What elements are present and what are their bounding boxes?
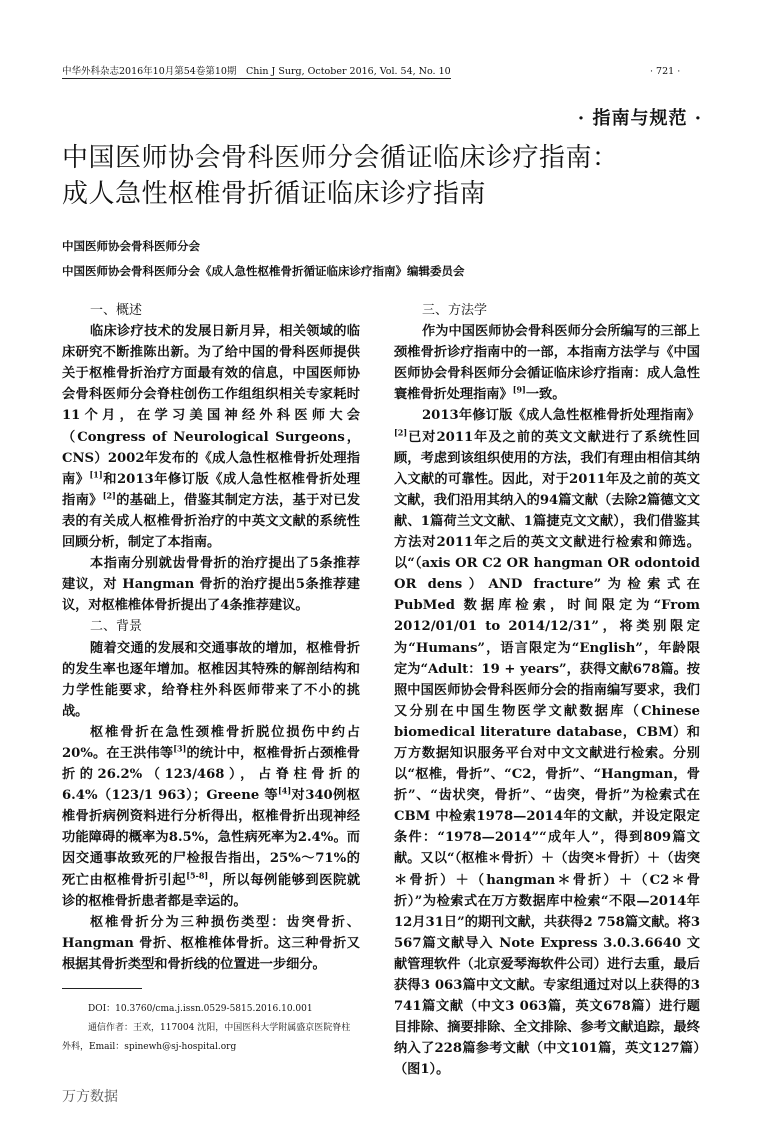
citation: [2] (102, 490, 116, 501)
footnote-rule (62, 988, 142, 989)
text-run: 的基础上，借鉴其制定方法，基于对已发表的有关成人枢椎骨折治疗的中英文文献的系统性回顾分析，制定了本指南。 (62, 492, 361, 551)
citation: [3] (173, 743, 187, 754)
paragraph (62, 321, 360, 553)
article-title (62, 140, 619, 212)
paragraph (62, 553, 360, 616)
citation: [9] (512, 384, 526, 395)
paragraph (62, 912, 360, 975)
text-run: 和2013年修订版《成人急性枢椎骨折处理指南》 (62, 471, 361, 508)
running-header: 中华外科杂志2016年10月第54卷第10期 Chin J Surg, October 2016, Vol. 54, No. 10 (62, 66, 451, 77)
footnote (62, 1000, 362, 1057)
title-line-1: 中国医师协会骨科医师分会循证临床诊疗指南： (62, 143, 619, 173)
citation: [5-8] (186, 870, 209, 881)
text-run: 本指南分别就齿骨骨折的治疗提出了5条推荐建议，对 Hangman 骨折的治疗提出5条推荐建议，对枢椎椎体骨折提出了4条推荐建议。 (62, 556, 360, 614)
authors (62, 234, 465, 284)
text-run: 作为中国医师协会骨科医师分会所编写的三部上颈椎骨折诊疗指南中的一部，本指南方法学与《中国医师协会骨科医师分会循证临床诊疗指南：成人急性寰椎骨折处理指南》 (394, 324, 700, 403)
text-run: 随着交通的发展和交通事故的增加，枢椎骨折的发生率也逐年增加。枢椎因其特殊的解剖结构和力学性能要求，给脊柱外科医师带来了不小的挑战。 (62, 640, 360, 719)
doi: DOI：10.3760/cma.j.issn.0529-5815.2016.10.001 (88, 1004, 313, 1014)
right-column (394, 300, 700, 1080)
author-line-2: 中国医师协会骨科医师分会《成人急性枢椎骨折循证临床诊疗指南》编辑委员会 (62, 264, 465, 278)
text-run: 枢椎骨折在急性颈椎骨折脱位损伤中约占20%。在王洪伟等 (62, 724, 360, 761)
correspondence: 通信作者：王欢，117004 沈阳，中国医科大学附属盛京医院脊柱 (88, 1023, 351, 1033)
left-column (62, 300, 360, 975)
citation: [4] (277, 785, 292, 796)
text-run: ，所以每例能够到医院就诊的枢椎骨折患者都是幸运的。 (62, 872, 361, 909)
text-run: 的统计中，枢椎骨折占颈椎骨折的26.2%（123/468），占脊柱骨折的6.4%（123/1 963）；Greene 等 (62, 745, 360, 804)
text-run: 2013年修订版《成人急性枢椎骨折处理指南》 (422, 408, 700, 424)
paragraph (62, 722, 360, 912)
text-run: 临床诊疗技术的发展日新月异，相关领域的临床研究不断推陈出新。为了给中国的骨科医师提供关于枢椎骨折治疗方面最有效的信息，中国医师协会骨科医师分会脊柱创伤工作组组织相关专家耗时11个月，在学习美国神经外科医师大会（Congress of Neurological Surgeons，CNS）2002年发布的《成人急性枢椎骨折处理指南》 (62, 324, 360, 487)
title-line-2: 成人急性枢椎骨折循证临床诊疗指南 (62, 179, 487, 209)
paragraph (394, 321, 700, 405)
text-run: 已对2011年及之前的英文文献进行了系统性回顾，考虑到该组织使用的方法，我们有理由相信其纳入文献的可靠性。因此，对于2011年及之前的英文文献，我们沿用其纳入的94篇文献（去除2篇德文文献、1篇荷兰文文献、1篇捷克文文献），我们借鉴其方法对2011年之后的英文文献进行检索和筛选。以“（axis OR C2 OR hangman OR odontoid OR dens）AND fracture”为检索式在 PubMed 数据库检索，时间限定为“From 2012/01/01 to 2014/12/31”，将类别限定为“Humans”，语言限定为“English”，年龄限定为“Adult：19 + years”，获得文献678篇。按照中国医师协会骨科医师分会的指南编写要求，我们又分别在中国生物医学文献数据库（Chinese biomedical literature database，CBM）和万方数据知识服务平台对中文文献进行检索。分别以“枢椎，骨折”、“C2，骨折”、“Hangman，骨折”、“齿状突，骨折”、“齿突，骨折”为检索式在 CBM 中检索1978—2014年的文献，并设定限定条件：“1978—2014”“成年人”，得到809篇文献。又以“（枢椎＊骨折）＋（齿突＊骨折）＋（齿突＊骨折）＋（hangman＊骨折）＋（C2＊骨折）”为检索式在万方数据库中检索“不限—2014年12月31日”的期刊文献，共获得2 758篇文献。将3 567篇文献导入 Note Express 3.0.3.6640 文献管理软件（北京爱琴海软件公司）进行去重，最后获得3 063篇中文文献。专家组通过对以上获得的3 741篇文献（中文3 063篇，英文678篇）进行题目排除、摘要排除、全文排除、参考文献追踪，最终纳入了228篇参考文献（中文101篇，英文127篇）（图1）。 (394, 429, 700, 1078)
citation: [2] (394, 427, 408, 438)
citation: [1] (89, 469, 103, 480)
text-run: 一致。 (525, 387, 566, 403)
column-tag: · 指南与规范 · (577, 108, 702, 129)
correspondence-email: 外科，Email：spinewh@sj-hospital.org (62, 1042, 237, 1052)
text-run: 枢椎骨折分为三种损伤类型：齿突骨折、Hangman 骨折、枢椎椎体骨折。这三种骨折又根据其骨折类型和骨折线的位置进一步细分。 (62, 914, 360, 972)
paragraph (62, 638, 360, 722)
section-heading: 三、方法学 (422, 303, 488, 318)
paragraph (394, 405, 700, 1080)
page-number: · 721 · (650, 66, 681, 77)
author-line-1: 中国医师协会骨科医师分会 (62, 239, 200, 253)
section-heading: 二、背景 (90, 619, 143, 635)
section-heading: 一、概述 (90, 303, 143, 318)
watermark: 万方数据 (62, 1089, 118, 1105)
text-run: 对340例枢椎骨折病例资料进行分析得出，枢椎骨折出现神经功能障碍的概率为8.5%，急性病死率为2.4%。而因交通事故致死的尸检报告指出，25%～71%的死亡由枢椎骨折引起 (62, 788, 360, 888)
